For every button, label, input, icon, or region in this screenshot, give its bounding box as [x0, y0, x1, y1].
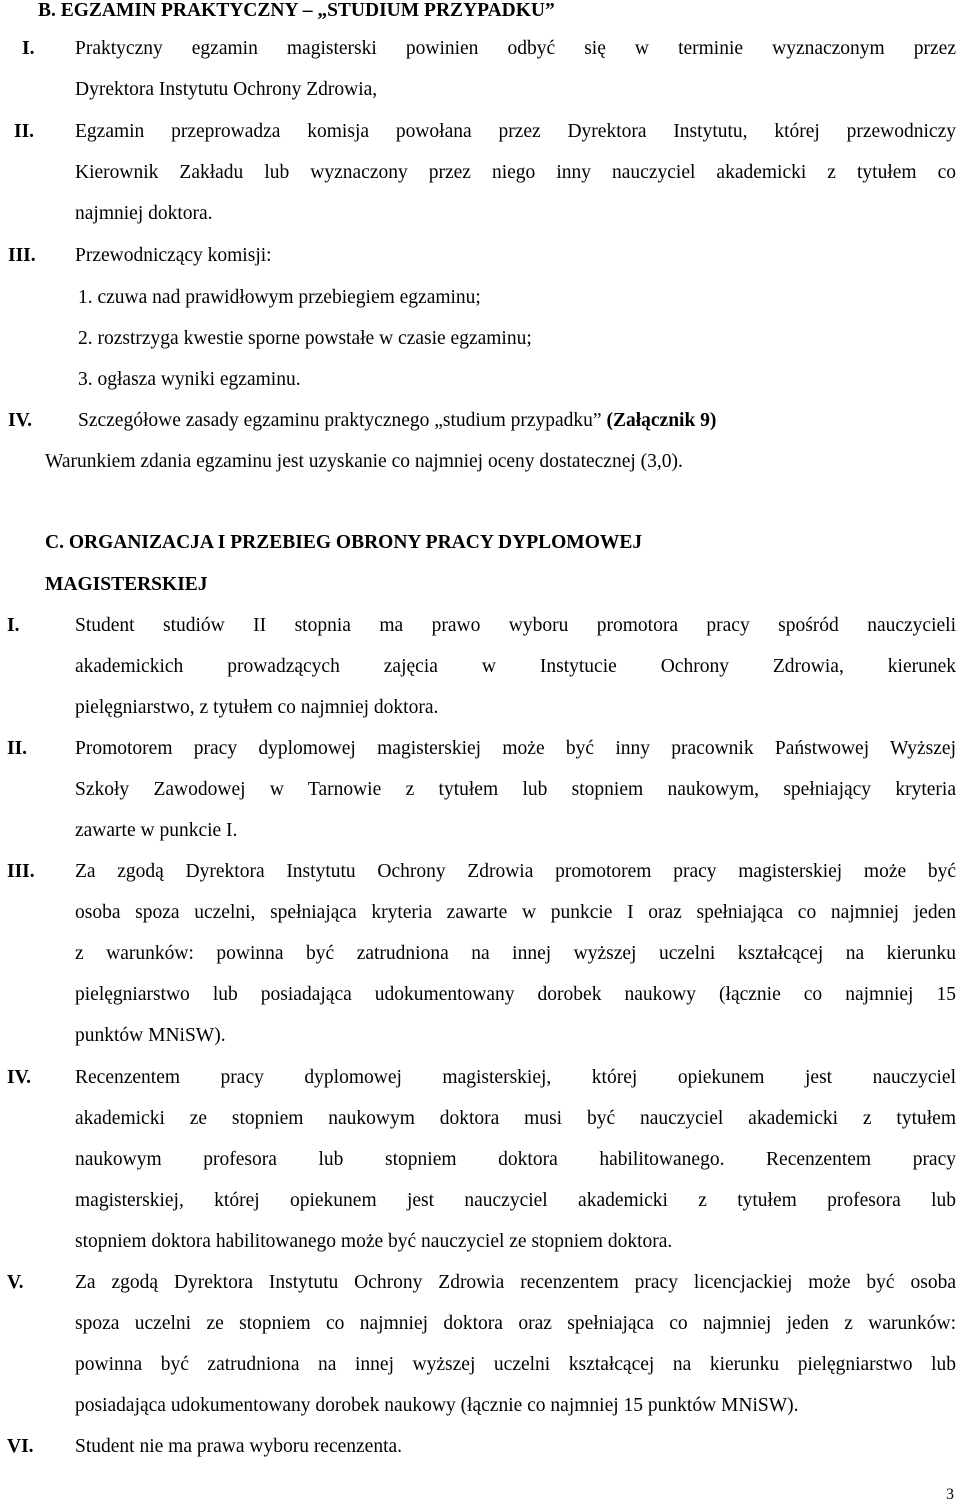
paragraph-line: akademicki ze stopniem naukowym doktora musi być nauczyciel akademicki z tytułem: [75, 1108, 956, 1129]
paragraph-line: Student studiów II stopnia ma prawo wyboru promotora pracy spośród nauczycieli: [75, 615, 956, 636]
paragraph-line: [78, 410, 716, 432]
item-number: VI.: [7, 1436, 34, 1457]
paragraph-line: Promotorem pracy dyplomowej magisterskiej może być inny pracownik Państwowej Wyższej: [75, 738, 956, 759]
item-number: IV.: [8, 410, 33, 431]
item-number: II.: [7, 738, 28, 759]
paragraph-line: Przewodniczący komisji:: [75, 245, 272, 266]
paragraph-line: punktów MNiSW).: [75, 1025, 226, 1046]
paragraph-line: Za zgodą Dyrektora Instytutu Ochrony Zdrowia recenzentem pracy licencjackiej może być osoba: [75, 1272, 956, 1293]
paragraph-line: Egzamin przeprowadza komisja powołana przez Dyrektora Instytutu, której przewodniczy: [75, 121, 956, 142]
section-c-heading-line2: MAGISTERSKIEJ: [45, 574, 208, 595]
item-number: IV.: [7, 1067, 32, 1088]
paragraph-line: osoba spoza uczelni, spełniająca kryteria zawarte w punkcie I oraz spełniająca co najmniej jeden: [75, 902, 956, 923]
page-number: 3: [946, 1486, 954, 1503]
paragraph-line: Recenzentem pracy dyplomowej magisterskiej, której opiekunem jest nauczyciel: [75, 1067, 956, 1088]
paragraph-text: Szczegółowe zasady egzaminu praktycznego „studium przypadku”: [78, 410, 602, 431]
attachment-reference: (Załącznik 9): [606, 410, 717, 431]
section-c-heading-line1: C. ORGANIZACJA I PRZEBIEG OBRONY PRACY DYPLOMOWEJ: [45, 532, 643, 553]
paragraph-line: naukowym profesora lub stopniem doktora habilitowanego. Recenzentem pracy: [75, 1149, 956, 1170]
item-number: V.: [7, 1272, 24, 1293]
item-number: I.: [7, 615, 20, 636]
item-number: II.: [14, 121, 35, 142]
item-number: III.: [7, 861, 35, 882]
paragraph-line: Szkoły Zawodowej w Tarnowie z tytułem lub stopniem naukowym, spełniający kryteria: [75, 779, 956, 800]
paragraph-line: Dyrektora Instytutu Ochrony Zdrowia,: [75, 79, 378, 100]
exam-pass-note: Warunkiem zdania egzaminu jest uzyskanie co najmniej oceny dostatecznej (3,0).: [45, 451, 683, 472]
sub-item: 1. czuwa nad prawidłowym przebiegiem egzaminu;: [78, 287, 481, 308]
paragraph-line: Za zgodą Dyrektora Instytutu Ochrony Zdrowia promotorem pracy magisterskiej może być: [75, 861, 956, 882]
paragraph-line: pielęgniarstwo, z tytułem co najmniej doktora.: [75, 697, 439, 718]
paragraph-line: spoza uczelni ze stopniem co najmniej doktora oraz spełniająca co najmniej jeden z warunków:: [75, 1313, 956, 1334]
paragraph-line: powinna być zatrudniona na innej wyższej uczelni kształcącej na kierunku pielęgniarstwo lub: [75, 1354, 956, 1375]
section-b-heading: B. EGZAMIN PRAKTYCZNY – „STUDIUM PRZYPADKU”: [38, 0, 555, 21]
paragraph-line: posiadająca udokumentowany dorobek naukowy (łącznie co najmniej 15 punktów MNiSW).: [75, 1395, 799, 1416]
sub-item: 3. ogłasza wyniki egzaminu.: [78, 369, 301, 390]
item-number: I.: [22, 38, 35, 59]
sub-item: 2. rozstrzyga kwestie sporne powstałe w czasie egzaminu;: [78, 328, 532, 349]
paragraph-line: akademickich prowadzących zajęcia w Instytucie Ochrony Zdrowia, kierunek: [75, 656, 956, 677]
paragraph-line: pielęgniarstwo lub posiadająca udokumentowany dorobek naukowy (łącznie co najmniej 15: [75, 984, 956, 1005]
paragraph-line: zawarte w punkcie I.: [75, 820, 238, 841]
paragraph-line: Kierownik Zakładu lub wyznaczony przez niego inny nauczyciel akademicki z tytułem co: [75, 162, 956, 183]
item-number: III.: [8, 245, 36, 266]
paragraph-line: z warunków: powinna być zatrudniona na innej wyższej uczelni kształcącej na kierunku: [75, 943, 956, 964]
paragraph-line: stopniem doktora habilitowanego może być nauczyciel ze stopniem doktora.: [75, 1231, 673, 1252]
paragraph-line: Praktyczny egzamin magisterski powinien odbyć się w terminie wyznaczonym przez: [75, 38, 956, 59]
paragraph-line: Student nie ma prawa wyboru recenzenta.: [75, 1436, 403, 1457]
paragraph-line: magisterskiej, której opiekunem jest nauczyciel akademicki z tytułem profesora lub: [75, 1190, 956, 1211]
paragraph-line: najmniej doktora.: [75, 203, 213, 224]
